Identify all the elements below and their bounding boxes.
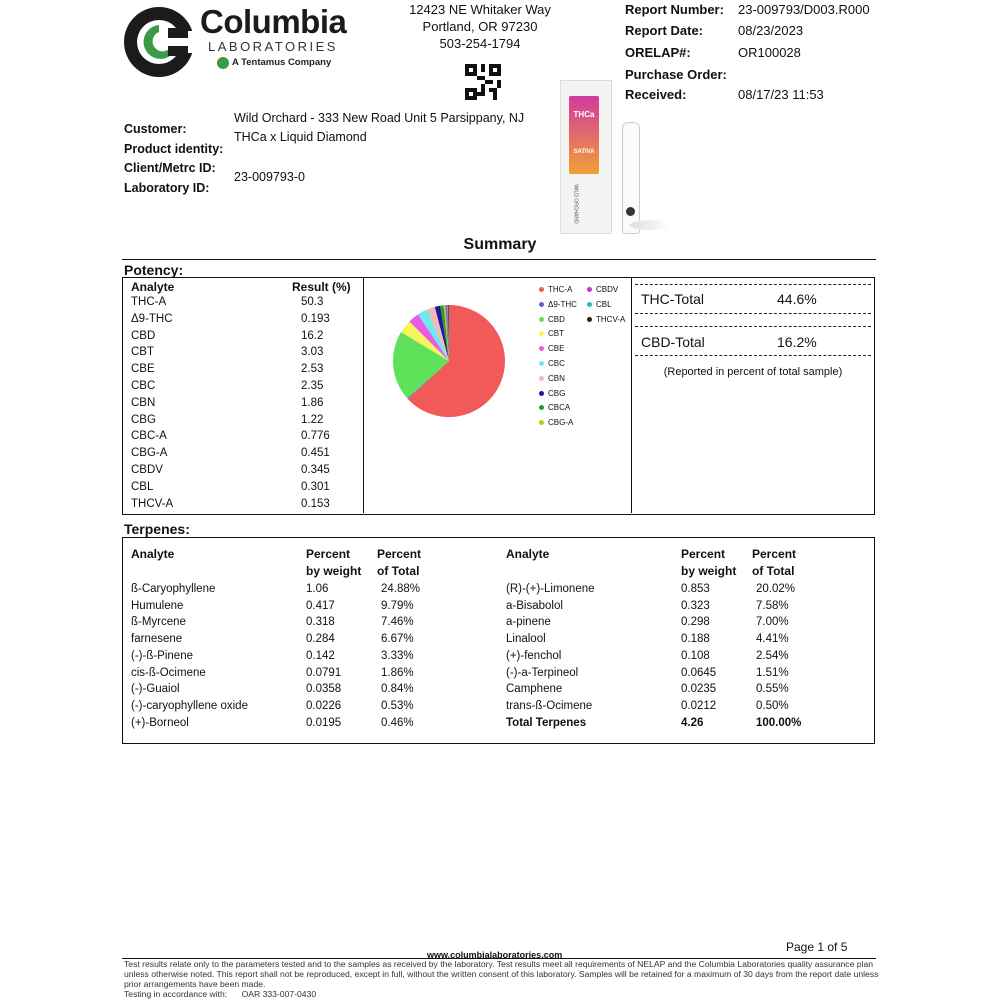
report-date: 08/23/2023 (738, 23, 804, 38)
cbd-total-value: 16.2% (777, 334, 817, 350)
terpene-left-total: 0.53% (381, 699, 414, 712)
legend-item (587, 285, 618, 294)
potency-row-analyte: CBC (131, 380, 156, 392)
terpene-right-weight: 0.0645 (681, 666, 717, 679)
terp-header-weight-right-2: by weight (681, 564, 737, 578)
terp-header-total-right-2: of Total (752, 564, 795, 578)
legend-dot-icon (539, 317, 544, 322)
terpene-right-total: 1.51% (756, 666, 789, 679)
terpene-left-analyte: ß-Myrcene (131, 616, 186, 629)
terpene-right-analyte: (+)-fenchol (506, 649, 562, 662)
cbd-total-label: CBD-Total (641, 334, 705, 350)
legend-label: CBL (596, 300, 612, 309)
terpene-left-analyte: (-)-caryophyllene oxide (131, 699, 248, 712)
legend-item (587, 315, 625, 324)
summary-title: Summary (463, 236, 537, 253)
company-logo (122, 3, 362, 81)
legend-item (539, 389, 565, 398)
potency-row-analyte: THC-A (131, 296, 167, 308)
legend-item (539, 359, 565, 368)
legend-dot-icon (539, 331, 544, 336)
disclaimer-line-1: Test results relate only to the parameters tested and to the samples as received by the laboratory. Test results meet all requirements of NELAP and the Columbia Laboratories quality assurance plan (124, 959, 874, 969)
terpene-left-analyte: (-)-ß-Pinene (131, 649, 193, 662)
legend-label: CBG (548, 389, 566, 398)
terpene-left-analyte: farnesene (131, 633, 183, 646)
terpene-right-weight: 0.108 (681, 649, 710, 662)
legend-label: CBCA (548, 403, 571, 412)
legend-dot-icon (587, 287, 592, 292)
product-box-title: THCa (573, 110, 595, 119)
potency-row-result: 0.193 (301, 312, 330, 325)
logo-name: Columbia (200, 3, 347, 40)
terpene-left-weight: 0.318 (306, 616, 335, 629)
legend-item (539, 285, 572, 294)
terpene-right-total: 4.41% (756, 633, 789, 646)
terp-header-total-left-1: Percent (377, 547, 422, 561)
terpene-right-total: 2.54% (756, 649, 789, 662)
report-date-label: Report Date: (625, 23, 704, 38)
dash-rule-3 (635, 326, 871, 327)
terpene-right-analyte: Linalool (506, 633, 546, 646)
legend-dot-icon (539, 302, 544, 307)
tentamus-icon (217, 57, 229, 69)
legend-label: CBDV (596, 285, 619, 294)
terpene-left-total: 9.79% (381, 599, 414, 612)
report-number-label: Report Number: (625, 2, 724, 17)
potency-row-result: 2.35 (301, 380, 324, 392)
terpene-right-analyte: a-Bisabolol (506, 599, 563, 612)
disclaimer-line-3: prior arrangements have been made. (124, 979, 266, 989)
legend-item (587, 300, 612, 309)
vape-pen-button (626, 207, 635, 216)
product-identity-value: THCa x Liquid Diamond (234, 130, 367, 144)
terpene-left-analyte: (+)-Borneol (131, 716, 189, 729)
qr-code-icon (465, 64, 501, 100)
address-line1: 12423 NE Whitaker Way (409, 2, 551, 17)
legend-label: CBE (548, 344, 565, 353)
potency-row-result: 1.86 (301, 396, 324, 409)
logo-tagline: A Tentamus Company (232, 57, 332, 68)
customer-label: Customer: (124, 122, 187, 136)
terpene-right-total: 100.00% (756, 716, 802, 729)
terp-header-weight-left-2: by weight (306, 564, 362, 578)
product-box-label (569, 96, 599, 174)
terp-header-analyte-left: Analyte (131, 547, 175, 561)
potency-row-analyte: THCV-A (131, 497, 174, 510)
legend-dot-icon (539, 420, 544, 425)
legend-label: CBG-A (548, 418, 574, 427)
laboratory-id-value: 23-009793-0 (234, 170, 305, 184)
terpene-right-weight: 0.853 (681, 583, 710, 595)
report-info (625, 2, 985, 107)
terp-header-weight-left-1: Percent (306, 547, 351, 561)
product-box-strain: SATIVA (573, 149, 595, 155)
legend-item (539, 403, 570, 412)
potency-header-analyte: Analyte (131, 280, 175, 294)
thc-total-label: THC-Total (641, 291, 705, 307)
terpene-left-weight: 1.06 (306, 583, 329, 595)
potency-row-analyte: CBC-A (131, 430, 167, 443)
potency-divider-2 (631, 278, 632, 513)
terpene-right-analyte: Camphene (506, 683, 563, 696)
dash-rule-1 (635, 284, 871, 285)
terpene-left-total: 7.46% (381, 616, 414, 629)
legend-label: CBD (548, 315, 565, 324)
potency-row-analyte: CBL (131, 480, 154, 493)
terpene-right-total: 0.50% (756, 699, 789, 712)
potency-row-analyte: Δ9-THC (131, 312, 173, 325)
potency-row-analyte: CBG-A (131, 447, 168, 460)
terpene-left-total: 0.46% (381, 716, 414, 729)
potency-row-result: 0.451 (301, 447, 330, 460)
product-box (560, 80, 612, 234)
lab-address (400, 1, 560, 52)
potency-pie-chart (393, 303, 505, 419)
terpene-right-total: 7.00% (756, 616, 789, 629)
potency-row-analyte: CBD (131, 329, 156, 342)
legend-dot-icon (587, 302, 592, 307)
terp-header-total-right-1: Percent (752, 547, 797, 561)
terpene-left-weight: 0.0358 (306, 683, 342, 696)
legend-item (539, 300, 577, 309)
testing-value: OAR 333-007-0430 (241, 989, 317, 999)
potency-row-result: 50.3 (301, 296, 324, 308)
orelap-label: ORELAP#: (625, 45, 691, 60)
product-image (560, 80, 670, 235)
terp-header-weight-right-1: Percent (681, 547, 726, 561)
potency-row-result: 3.03 (301, 346, 324, 359)
footer-disclaimer (124, 959, 879, 999)
terpene-right-analyte: (-)-a-Terpineol (506, 666, 579, 679)
potency-row-result: 16.2 (301, 329, 324, 342)
terpene-left-total: 0.84% (381, 683, 414, 696)
columbia-c-logo-icon (122, 5, 196, 79)
potency-row-analyte: CBDV (131, 464, 163, 476)
legend-label: THC-A (548, 285, 573, 294)
legend-label: THCV-A (596, 315, 626, 324)
terpene-right-analyte: Total Terpenes (506, 716, 587, 729)
terpene-right-total: 20.02% (756, 583, 796, 595)
potency-row-result: 0.776 (301, 430, 330, 443)
terpene-left-analyte: cis-ß-Ocimene (131, 666, 206, 679)
potency-row-result: 0.301 (301, 480, 330, 493)
dash-rule-2 (635, 313, 871, 314)
terpene-left-weight: 0.417 (306, 599, 335, 612)
potency-row-analyte: CBE (131, 363, 155, 376)
terpene-left-weight: 0.0226 (306, 699, 342, 712)
terpene-left-weight: 0.142 (306, 649, 335, 662)
legend-item (539, 329, 564, 338)
terpene-right-weight: 4.26 (681, 716, 704, 729)
terpene-left-total: 1.86% (381, 666, 414, 679)
terpene-left-analyte: (-)-Guaiol (131, 683, 180, 696)
potency-note: (Reported in percent of total sample) (663, 366, 843, 378)
terp-header-total-left-2: of Total (377, 564, 420, 578)
terpene-right-analyte: (R)-(+)-Limonene (506, 583, 595, 595)
terpene-right-weight: 0.0235 (681, 683, 717, 696)
testing-label: Testing in accordance with: (124, 989, 228, 999)
terpene-right-analyte: a-pinene (506, 616, 551, 629)
legend-item (539, 374, 565, 383)
terpene-left-total: 3.33% (381, 649, 414, 662)
terpene-left-weight: 0.0791 (306, 666, 342, 679)
potency-row-result: 1.22 (301, 413, 324, 426)
terp-header-analyte-right: Analyte (506, 547, 550, 561)
summary-rule (122, 259, 876, 260)
address-line2: Portland, OR 97230 (422, 19, 538, 34)
legend-dot-icon (587, 317, 592, 322)
terpene-left-analyte: Humulene (131, 599, 184, 612)
terpene-right-weight: 0.323 (681, 599, 710, 612)
thc-total-value: 44.6% (777, 291, 817, 307)
terpene-right-analyte: trans-ß-Ocimene (506, 699, 593, 712)
legend-dot-icon (539, 391, 544, 396)
legend-label: CBC (548, 359, 565, 368)
terpene-right-weight: 0.298 (681, 616, 710, 629)
client-metrc-label: Client/Metrc ID: (124, 161, 216, 175)
legend-item (539, 418, 573, 427)
dash-rule-4 (635, 355, 871, 356)
orelap-number: OR100028 (738, 45, 801, 60)
legend-dot-icon (539, 376, 544, 381)
potency-divider-1 (363, 278, 364, 513)
potency-row-result: 0.153 (301, 497, 330, 510)
vape-pen-shadow (630, 220, 670, 230)
disclaimer-line-2: unless otherwise noted. This report shall not be reproduced, except in full, without the written consent of this laboratory. Samples will be retained for a maximum of 30 days from the report date unless (124, 969, 879, 979)
legend-label: Δ9-THC (548, 300, 577, 309)
potency-row-result: 0.345 (301, 464, 330, 476)
terpene-right-weight: 0.0212 (681, 699, 717, 712)
report-number: 23-009793/D003.R000 (738, 2, 870, 17)
terpene-left-total: 24.88% (381, 583, 421, 595)
received-date: 08/17/23 11:53 (738, 87, 824, 102)
address-phone: 503-254-1794 (439, 36, 521, 51)
logo-sub: LABORATORIES (208, 39, 338, 54)
potency-row-result: 2.53 (301, 363, 324, 376)
terpene-left-weight: 0.284 (306, 633, 335, 646)
customer-value: Wild Orchard - 333 New Road Unit 5 Parsippany, NJ (234, 111, 525, 125)
legend-dot-icon (539, 405, 544, 410)
vape-pen (622, 122, 640, 234)
page-number: Page 1 of 5 (786, 940, 848, 954)
terpene-right-total: 7.58% (756, 599, 789, 612)
potency-row-analyte: CBG (131, 413, 156, 426)
potency-header-result: Result (%) (292, 280, 351, 294)
footer-url[interactable]: www.columbialaboratories.com (427, 950, 563, 960)
legend-item (539, 315, 565, 324)
product-box-brand: WILD ORCHARD (572, 184, 579, 224)
legend-item (539, 344, 564, 353)
legend-dot-icon (539, 361, 544, 366)
legend-label: CBT (548, 329, 564, 338)
product-identity-label: Product identity: (124, 141, 224, 156)
potency-title: Potency: (124, 262, 184, 278)
testing-line (124, 989, 874, 999)
customer-labels (124, 120, 223, 198)
legend-dot-icon (539, 346, 544, 351)
terpene-right-total: 0.55% (756, 683, 789, 696)
laboratory-id-label: Laboratory ID: (124, 180, 210, 195)
received-label: Received: (625, 87, 687, 102)
potency-row-analyte: CBN (131, 396, 156, 409)
terpene-right-weight: 0.188 (681, 633, 710, 646)
potency-row-analyte: CBT (131, 346, 154, 359)
legend-dot-icon (539, 287, 544, 292)
terpenes-title: Terpenes: (124, 521, 190, 537)
purchase-order-label: Purchase Order: (625, 67, 727, 82)
terpene-left-analyte: ß-Caryophyllene (131, 583, 216, 595)
legend-label: CBN (548, 374, 565, 383)
terpene-left-total: 6.67% (381, 633, 414, 646)
terpene-left-weight: 0.0195 (306, 716, 342, 729)
